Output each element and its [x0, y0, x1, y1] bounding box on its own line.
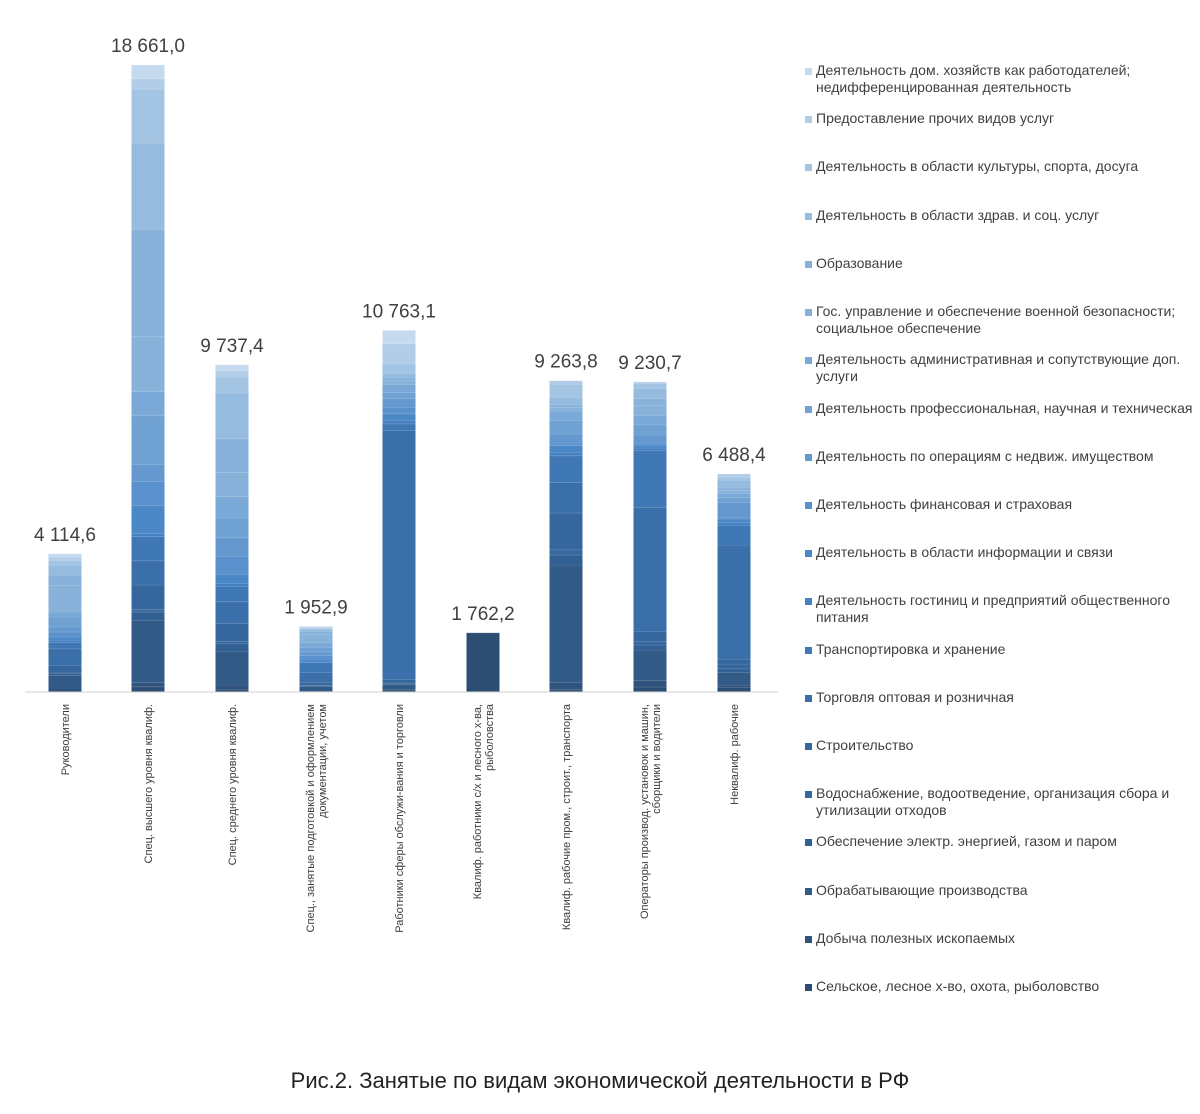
bar-segment: [634, 435, 667, 443]
bar-total-label: 1 762,2: [451, 603, 515, 625]
bar-segment: [132, 687, 165, 692]
bar-segment: [383, 689, 416, 690]
bar-segment: [49, 676, 82, 689]
bar-segment: [718, 494, 751, 498]
legend-label: Деятельность по операциям с недвиж. имуществом: [816, 447, 1154, 464]
bar-total-label: 10 763,1: [362, 301, 436, 323]
legend-item: [805, 544, 1195, 561]
legend-swatch: [805, 791, 812, 798]
legend-swatch: [805, 936, 812, 943]
bar-segment: [634, 632, 667, 642]
bar-segment: [383, 384, 416, 392]
bar-segment: [550, 456, 583, 483]
bar-segment: [132, 65, 165, 79]
bar-segment: [49, 672, 82, 673]
legend-swatch: [805, 454, 812, 461]
bar-segment: [216, 439, 249, 473]
bar-segment: [49, 689, 82, 691]
bar-segment: [550, 555, 583, 565]
bar-segment: [383, 393, 416, 399]
bar-segment: [132, 79, 165, 89]
legend-label: Сельское, лесное х-во, охота, рыболовство: [816, 978, 1100, 994]
bar-segment: [300, 686, 333, 687]
legend: [805, 0, 1195, 1000]
bar-segment: [49, 665, 82, 672]
bar-segment: [718, 525, 751, 545]
bar-segment: [467, 633, 500, 692]
bar-total-label: 9 737,4: [200, 335, 264, 357]
category-label-line: Руководители: [60, 704, 72, 776]
bar-segment: [634, 425, 667, 435]
bar-segment: [132, 229, 165, 336]
bar-segment: [216, 685, 249, 690]
category-label-line: Спец. среднего уровня квалиф.: [227, 704, 239, 866]
bars-layer: [49, 65, 751, 692]
bar-segment: [550, 550, 583, 555]
bar-segment: [49, 632, 82, 637]
bar-segment: [383, 424, 416, 431]
bar-segment: [132, 506, 165, 534]
bar-segment: [718, 545, 751, 659]
legend-item: [805, 689, 1195, 706]
legend-swatch: [805, 261, 812, 268]
bar-segment: [300, 655, 333, 660]
bar-segment: [49, 673, 82, 676]
legend-swatch: [805, 68, 812, 75]
bar-segment: [383, 421, 416, 424]
bar-segment: [718, 664, 751, 669]
bar-segment: [718, 477, 751, 480]
bar-segment: [300, 652, 333, 655]
bar-segment: [383, 344, 416, 364]
bar-segment: [216, 393, 249, 439]
legend-item: [805, 303, 1195, 337]
bar-segment: [383, 330, 416, 343]
legend-label: Обеспечение электр. энергией, газом и паром: [816, 833, 1117, 850]
bar-segment: [49, 612, 82, 617]
bar-segment: [718, 481, 751, 488]
bar-segment: [132, 585, 165, 609]
bar-segment: [550, 421, 583, 434]
bar-segment: [634, 445, 667, 448]
legend-item: [805, 833, 1195, 850]
legend-item: [805, 448, 1195, 465]
bar-segment: [634, 443, 667, 445]
legend-swatch: [805, 598, 812, 605]
bar-segment: [718, 487, 751, 490]
bar-segment: [550, 381, 583, 384]
bar-segment: [383, 679, 416, 682]
bar-segment: [718, 498, 751, 503]
bar-segment: [49, 566, 82, 576]
bar-segment: [634, 448, 667, 450]
legend-item: [805, 158, 1195, 175]
legend-item: [805, 496, 1195, 513]
legend-item: [805, 737, 1195, 754]
legend-swatch: [805, 116, 812, 123]
bar-segment: [132, 609, 165, 612]
bar-segment: [49, 627, 82, 632]
bar-segment: [383, 378, 416, 381]
category-label: [561, 703, 573, 930]
bar-segment: [550, 446, 583, 453]
bar-segment: [216, 644, 249, 652]
category-label-line: Операторы производ. установок и машин,: [639, 704, 651, 920]
legend-item: [805, 207, 1195, 224]
legend-swatch: [805, 502, 812, 509]
legend-label: Образование: [816, 254, 903, 271]
bar-segment: [132, 392, 165, 416]
bar-segment: [634, 642, 667, 645]
legend-label: Обрабатывающие производства: [816, 881, 1028, 898]
bar-segment: [718, 672, 751, 685]
bar-total-label: 9 230,7: [618, 352, 682, 374]
category-label: [472, 703, 496, 899]
bar-segment: [49, 585, 82, 612]
legend-item: [805, 400, 1195, 417]
legend-label: Деятельность административная и сопутствующие доп. услуги: [816, 351, 1181, 385]
bar-segment: [49, 560, 82, 565]
legend-item: [805, 351, 1195, 385]
bar-total-label: 4 114,6: [34, 524, 96, 546]
bar-segment: [300, 634, 333, 642]
bar-segment: [550, 398, 583, 405]
bar-segment: [216, 371, 249, 377]
bar-segment: [634, 389, 667, 399]
bar-segment: [718, 687, 751, 692]
category-label: [143, 704, 155, 863]
bar-segment: [49, 640, 82, 642]
bar-segment: [634, 450, 667, 507]
bar-segment: [216, 623, 249, 641]
bar-segment: [550, 565, 583, 683]
bar-segment: [300, 626, 333, 628]
bar-segment: [550, 384, 583, 397]
bar-segment: [216, 574, 249, 583]
bar-segment: [216, 587, 249, 602]
legend-swatch: [805, 695, 812, 702]
legend-swatch: [805, 309, 812, 316]
bar-segment: [718, 503, 751, 518]
bar-segment: [383, 431, 416, 680]
legend-swatch: [805, 647, 812, 654]
category-label-line: документации, учетом: [317, 704, 329, 818]
legend-label: Гос. управление и обеспечение военной безопасности; социальное обеспечение: [816, 303, 1176, 337]
bar-segment: [216, 584, 249, 587]
bar-segment: [383, 399, 416, 407]
bar-segment: [300, 686, 333, 691]
legend-label: Деятельность в области информации и связи: [816, 544, 1113, 561]
bar-segment: [718, 522, 751, 525]
bar-segment: [634, 680, 667, 687]
bar-segment: [383, 683, 416, 684]
bar-segment: [300, 630, 333, 632]
bar-segment: [634, 507, 667, 631]
category-labels: [60, 703, 741, 933]
category-label: [227, 704, 239, 865]
bar-segment: [300, 642, 333, 647]
bar-segment: [383, 373, 416, 377]
legend-item: [805, 592, 1195, 626]
bar-segment: [132, 416, 165, 464]
bar-segment: [718, 474, 751, 477]
category-label-line: Квалиф. работники с/х и лесного х-ва,: [472, 704, 484, 900]
category-label-line: Спец., занятые подготовкой и оформлением: [305, 704, 317, 933]
bar-segment: [383, 414, 416, 421]
legend-item: [805, 641, 1195, 658]
category-label: [305, 704, 329, 932]
bar-segment: [718, 519, 751, 522]
bar-total-label: 18 661,0: [111, 36, 185, 57]
bar-segment: [132, 561, 165, 585]
category-label-line: Неквалиф. рабочие: [729, 704, 741, 805]
legend-swatch: [805, 550, 812, 557]
bar-segment: [132, 89, 165, 143]
legend-item: [805, 978, 1195, 995]
legend-label: Деятельность в области здрав. и соц. услуг: [816, 206, 1100, 223]
bar-segment: [550, 483, 583, 513]
bar-segment: [383, 364, 416, 373]
bar-segment: [216, 518, 249, 538]
category-label-line: Спец. высшего уровня квалиф.: [143, 704, 155, 864]
bar-segment: [383, 407, 416, 414]
category-label-line: Работники сферы обслужи-вания и торговли: [394, 704, 406, 933]
legend-item: [805, 785, 1195, 819]
bar-segment: [550, 408, 583, 411]
legend-item: [805, 110, 1195, 127]
legend-label: Строительство: [816, 736, 914, 753]
bar-segment: [132, 481, 165, 505]
bar-segment: [49, 575, 82, 585]
legend-label: Деятельность в области культуры, спорта, досуга: [816, 158, 1139, 175]
bar-segment: [634, 384, 667, 389]
bar-segment: [216, 602, 249, 623]
bar-segment: [300, 647, 333, 652]
bar-segment: [634, 650, 667, 680]
category-label-line: Квалиф. рабочие пром., строит., транспорта: [561, 704, 573, 931]
legend-swatch: [805, 406, 812, 413]
bar-segment: [383, 683, 416, 684]
legend-label: Транспортировка и хранение: [816, 640, 1006, 657]
legend-swatch: [805, 357, 812, 364]
legend-label: Добыча полезных ископаемых: [816, 929, 1016, 946]
bar-segment: [550, 444, 583, 446]
bar-segment: [300, 663, 333, 673]
category-label: [60, 704, 72, 775]
bar-segment: [132, 533, 165, 536]
bar-segment: [634, 415, 667, 424]
bar-segment: [634, 383, 667, 384]
bar-segment: [216, 497, 249, 518]
legend-label: Торговля оптовая и розничная: [816, 688, 1014, 705]
bar-segment: [132, 537, 165, 561]
bar-segment: [718, 659, 751, 664]
category-label: [729, 704, 741, 805]
legend-swatch: [805, 888, 812, 895]
bar-segment: [718, 669, 751, 672]
bar-segment: [216, 641, 249, 643]
bar-segment: [718, 517, 751, 519]
figure-caption: Рис.2. Занятые по видам экономической деятельности в РФ: [290, 1068, 910, 1093]
legend-swatch: [805, 743, 812, 750]
bar-segment: [216, 377, 249, 393]
legend-label: Деятельность дом. хозяйств как работодателей; недифференцированная деятельность: [816, 62, 1131, 95]
bar-segment: [49, 642, 82, 649]
legend-swatch: [805, 164, 812, 171]
legend-swatch: [805, 213, 812, 220]
bar-segment: [216, 472, 249, 496]
bar-segment: [300, 662, 333, 663]
bar-segment: [132, 143, 165, 229]
category-label: [394, 704, 406, 933]
bar-segment: [216, 538, 249, 556]
bar-segment: [132, 336, 165, 391]
bar-segment: [550, 513, 583, 550]
legend-label: Предоставление прочих видов услуг: [816, 110, 1055, 127]
bar-segment: [49, 557, 82, 560]
legend-swatch: [805, 984, 812, 991]
bar-segment: [550, 411, 583, 421]
legend-label: Деятельность профессиональная, научная и техническая: [816, 399, 1193, 416]
legend-label: Деятельность финансовая и страховая: [816, 495, 1073, 512]
bar-segment: [216, 365, 249, 371]
bar-segment: [216, 651, 249, 685]
category-label-line: рыболовства: [484, 704, 496, 771]
bar-total-label: 9 263,8: [534, 351, 598, 373]
bar-segment: [49, 649, 82, 666]
legend-label: Деятельность гостиниц и предприятий общественного питания: [816, 592, 1170, 626]
bar-total-label: 1 952,9: [284, 597, 348, 619]
bar-segment: [132, 621, 165, 683]
bar-segment: [300, 629, 333, 630]
bar-segment: [300, 672, 333, 682]
legend-item: [805, 882, 1195, 899]
bar-segment: [550, 452, 583, 455]
bar-segment: [634, 687, 667, 692]
bar-segment: [300, 632, 333, 635]
legend-item: [805, 255, 1195, 272]
bar-segment: [550, 404, 583, 407]
category-label-line: сборщики и водители: [651, 704, 663, 814]
bar-segment: [49, 637, 82, 640]
legend-label: Водоснабжение, водоотведение, организация сбора и утилизации отходов: [816, 785, 1170, 819]
bar-segment: [550, 434, 583, 444]
category-label: [639, 704, 663, 919]
bar-segment: [383, 684, 416, 689]
bar-segment: [383, 381, 416, 384]
bar-segment: [634, 382, 667, 383]
bar-segment: [132, 612, 165, 621]
bar-segment: [634, 399, 667, 406]
bar-segment: [132, 464, 165, 481]
bar-segment: [550, 683, 583, 690]
bar-segment: [300, 682, 333, 685]
bar-segment: [300, 660, 333, 662]
legend-item: [805, 62, 1195, 96]
bar-segment: [634, 405, 667, 415]
bar-total-label: 6 488,4: [702, 444, 766, 466]
bar-segment: [718, 490, 751, 493]
bar-segment: [132, 683, 165, 687]
legend-swatch: [805, 839, 812, 846]
bar-segment: [718, 685, 751, 687]
bar-segment: [634, 645, 667, 650]
bar-segment: [300, 628, 333, 629]
bar-segment: [216, 556, 249, 574]
bar-segment: [49, 617, 82, 627]
bar-segment: [49, 554, 82, 557]
legend-item: [805, 930, 1195, 947]
